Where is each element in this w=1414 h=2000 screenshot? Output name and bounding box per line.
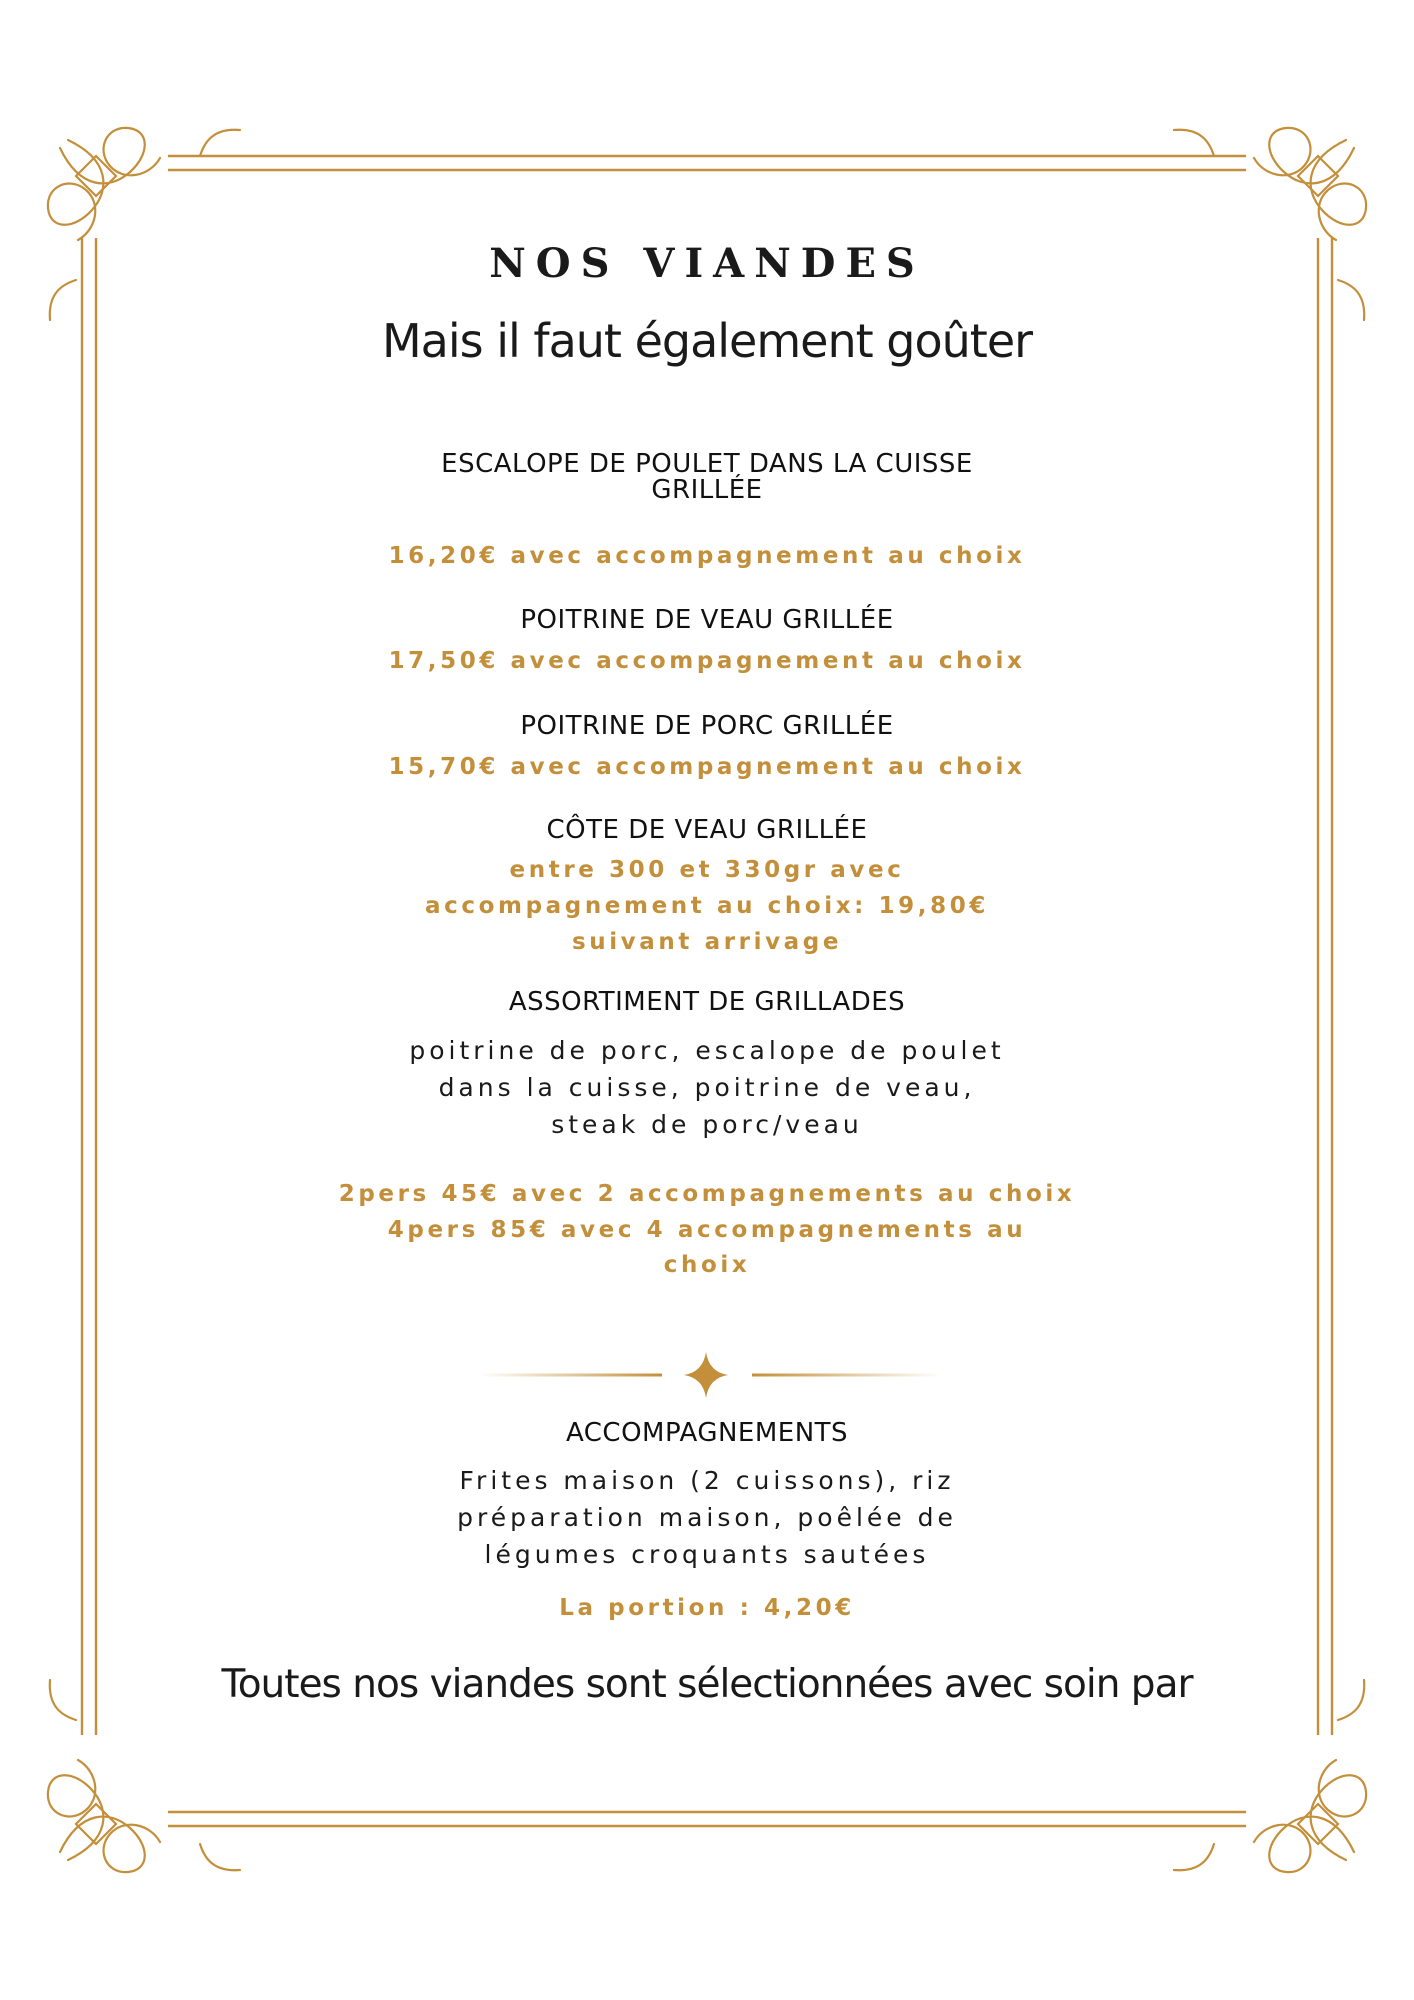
item-price-assortiment-line2: 4pers 85€ avec 4 accompagnements au	[387, 1217, 1027, 1243]
page-subtitle: Mais il faut également goûter	[381, 314, 1033, 368]
footer-note: Toutes nos viandes sont sélectionnées avec soin par	[221, 1662, 1193, 1707]
sides-desc-line2: préparation maison, poêlée de	[457, 1503, 957, 1532]
page-title: NOS VIANDES	[489, 240, 925, 287]
item-price-escalope: 16,20€ avec accompagnement au choix	[388, 543, 1026, 569]
item-name-poitrine-veau: POITRINE DE VEAU GRILLÉE	[520, 605, 894, 635]
item-price-poitrine-veau: 17,50€ avec accompagnement au choix	[388, 648, 1026, 674]
item-price-poitrine-porc: 15,70€ avec accompagnement au choix	[388, 754, 1026, 780]
sides-title: ACCOMPAGNEMENTS	[565, 1418, 849, 1448]
divider-star	[480, 1350, 940, 1400]
item-name-assortiment: ASSORTIMENT DE GRILLADES	[508, 987, 906, 1017]
sides-desc-line3: légumes croquants sautées	[484, 1540, 930, 1569]
item-price-cote-veau-line3: suivant arrivage	[571, 929, 843, 955]
sides-price: La portion : 4,20€	[559, 1595, 855, 1621]
item-desc-assortiment-line2: dans la cuisse, poitrine de veau,	[438, 1073, 976, 1102]
item-name-poitrine-porc: POITRINE DE PORC GRILLÉE	[520, 711, 894, 741]
item-name-cote-veau: CÔTE DE VEAU GRILLÉE	[546, 815, 868, 845]
item-name-escalope-line2: GRILLÉE	[651, 475, 763, 505]
sides-desc-line1: Frites maison (2 cuissons), riz	[459, 1466, 955, 1495]
item-desc-assortiment-line1: poitrine de porc, escalope de poulet	[409, 1036, 1005, 1065]
item-name-escalope-line1: ESCALOPE DE POULET DANS LA CUISSE	[441, 449, 973, 479]
item-price-cote-veau-line2: accompagnement au choix: 19,80€	[425, 893, 989, 919]
item-price-assortiment-line3: choix	[663, 1252, 751, 1278]
item-price-assortiment-line1: 2pers 45€ avec 2 accompagnements au choix	[338, 1181, 1076, 1207]
item-desc-assortiment-line3: steak de porc/veau	[551, 1110, 863, 1139]
item-price-cote-veau-line1: entre 300 et 330gr avec	[509, 857, 905, 883]
